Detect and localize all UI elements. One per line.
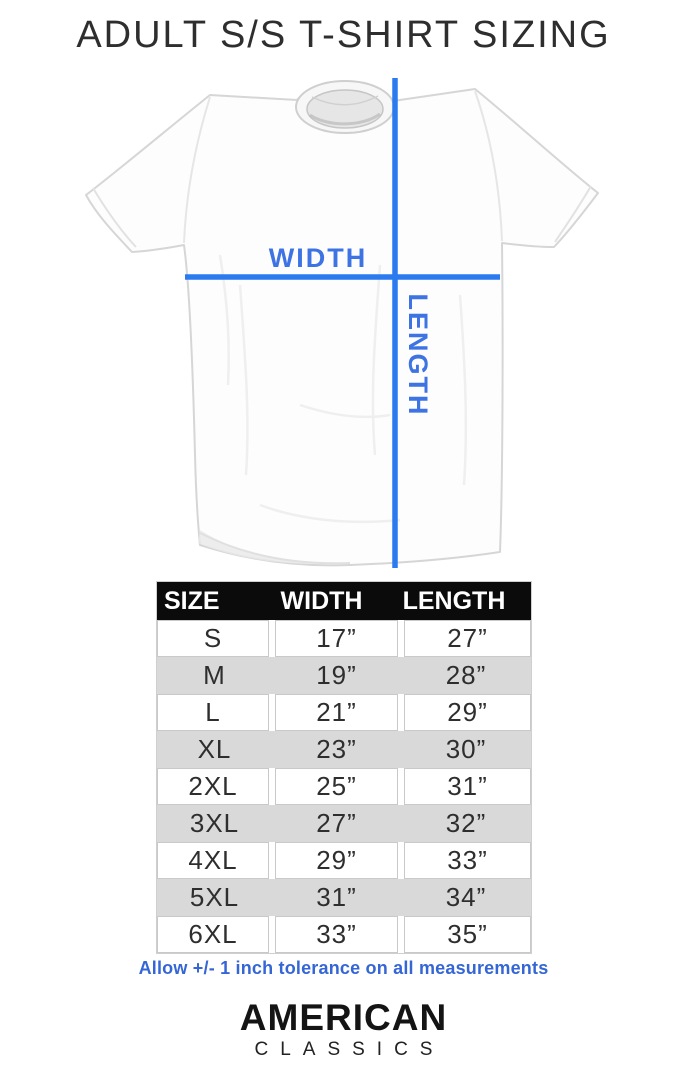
table-row xyxy=(157,657,531,694)
size-cell: 5XL xyxy=(189,882,240,912)
table-row xyxy=(157,805,531,842)
size-cell: 3XL xyxy=(189,808,240,838)
collar-opening xyxy=(307,90,383,128)
brand-name: AMERICAN xyxy=(239,997,448,1038)
size-cell: 2XL xyxy=(157,768,269,805)
length-cell: 30” xyxy=(445,734,487,764)
tshirt-diagram xyxy=(60,75,625,580)
tolerance-note: Allow +/- 1 inch tolerance on all measurements xyxy=(138,958,549,978)
table-row xyxy=(157,916,531,953)
size-cell: 4XL xyxy=(157,842,269,879)
table-row xyxy=(157,768,531,805)
size-table-body xyxy=(157,620,531,953)
width-cell: 29” xyxy=(275,842,398,879)
brand-subname: CLASSICS xyxy=(254,1039,445,1060)
brand-logo xyxy=(0,999,687,1061)
length-cell: 35” xyxy=(404,916,531,953)
table-row xyxy=(157,842,531,879)
table-row xyxy=(157,731,531,768)
table-row xyxy=(157,694,531,731)
width-cell: 27” xyxy=(316,808,357,838)
column-header-size: SIZE xyxy=(164,586,220,615)
size-table xyxy=(156,581,532,954)
length-label: LENGTH xyxy=(403,293,433,417)
size-cell: XL xyxy=(197,734,232,764)
size-cell: M xyxy=(203,660,226,690)
tshirt-illustration xyxy=(60,75,625,580)
width-cell: 25” xyxy=(275,768,398,805)
width-cell: 31” xyxy=(316,882,357,912)
length-cell: 32” xyxy=(445,808,487,838)
tshirt-body xyxy=(86,87,598,565)
width-cell: 19” xyxy=(316,660,357,690)
size-cell: S xyxy=(157,620,269,657)
column-header-length: LENGTH xyxy=(402,586,506,615)
size-table-header xyxy=(157,582,531,620)
page-title: ADULT S/S T-SHIRT SIZING xyxy=(76,14,611,56)
size-cell: 6XL xyxy=(157,916,269,953)
column-header-width: WIDTH xyxy=(280,586,363,615)
length-cell: 34” xyxy=(445,882,487,912)
width-label: WIDTH xyxy=(268,243,368,273)
length-cell: 33” xyxy=(404,842,531,879)
length-cell: 31” xyxy=(404,768,531,805)
table-row xyxy=(157,879,531,916)
length-cell: 27” xyxy=(404,620,531,657)
width-cell: 33” xyxy=(275,916,398,953)
size-cell: L xyxy=(157,694,269,731)
length-cell: 28” xyxy=(445,660,487,690)
width-cell: 23” xyxy=(316,734,357,764)
length-cell: 29” xyxy=(404,694,531,731)
width-cell: 21” xyxy=(275,694,398,731)
table-row xyxy=(157,620,531,657)
width-cell: 17” xyxy=(275,620,398,657)
